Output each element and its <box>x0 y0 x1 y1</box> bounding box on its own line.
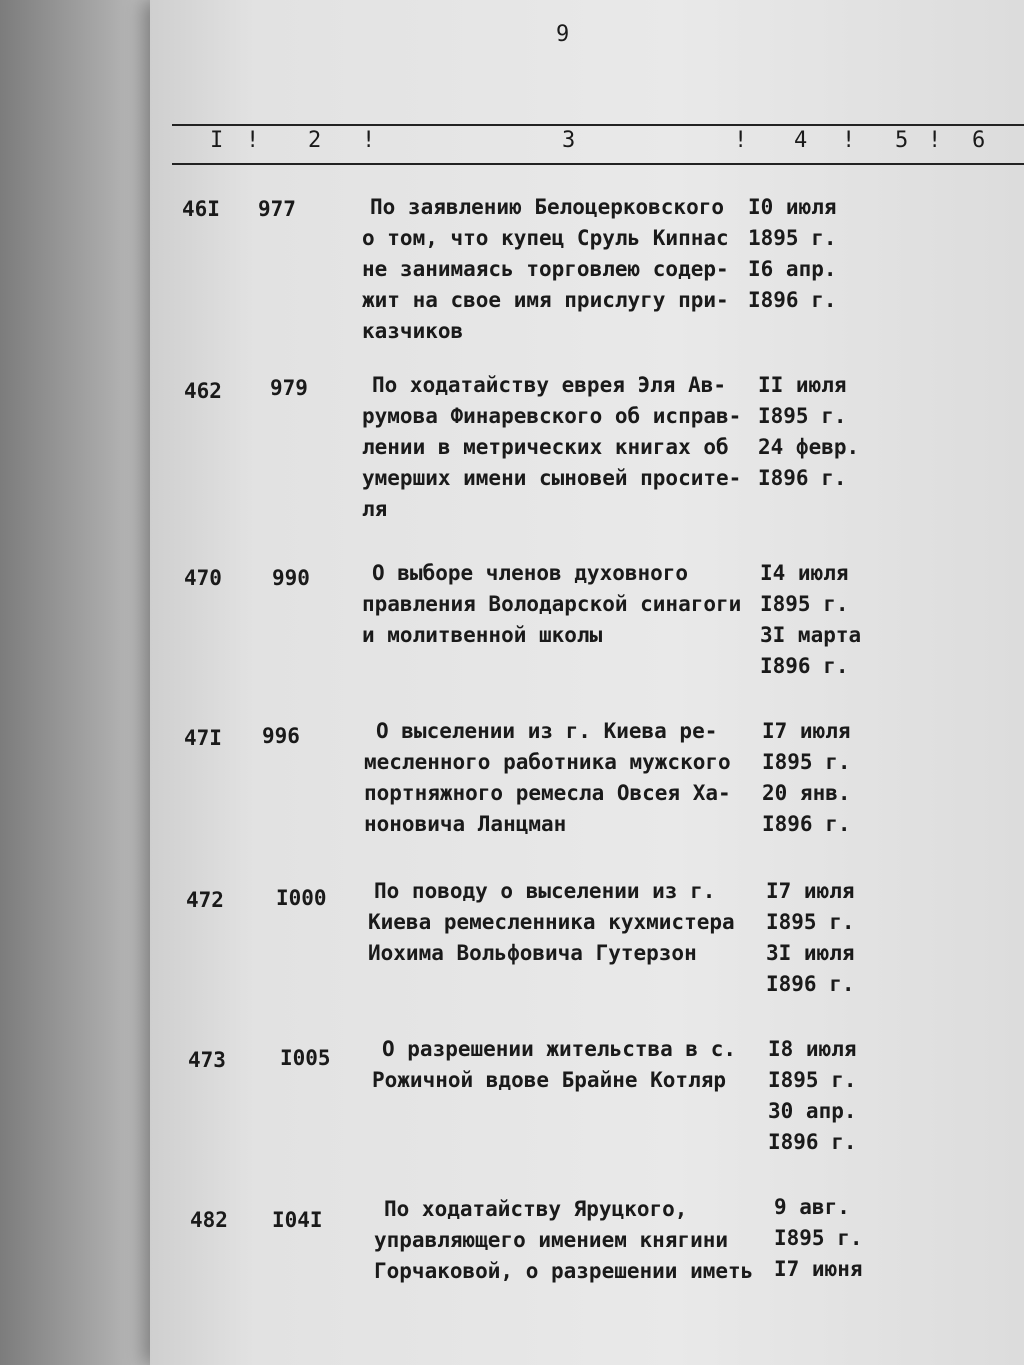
description-line: казчиков <box>362 319 464 343</box>
header-sep: ! <box>246 128 260 153</box>
entry-description <box>362 192 729 347</box>
entry-dates <box>748 192 837 316</box>
description-line: Иохима Вольфовича Гутерзон <box>368 941 697 965</box>
description-line: о том, что купец Сруль Кипнас <box>362 226 729 250</box>
case-number: I04I <box>272 1208 323 1232</box>
case-number: 979 <box>270 376 308 400</box>
date-line: I8 июля <box>768 1037 857 1061</box>
date-line: I7 июня <box>774 1257 863 1281</box>
date-line: 24 февр. <box>758 435 860 459</box>
header-sep: ! <box>734 128 748 153</box>
header-sep: ! <box>362 128 376 153</box>
header-col-3: 3 <box>562 128 576 153</box>
description-line: умерших имени сыновей просите- <box>362 466 742 490</box>
date-line: I895 г. <box>766 910 855 934</box>
description-line: По ходатайству еврея Эля Ав- <box>372 373 727 397</box>
header-col-6: 6 <box>972 128 986 153</box>
date-line: I896 г. <box>760 654 849 678</box>
date-line: I895 г. <box>774 1226 863 1250</box>
date-line: 3I июля <box>766 941 855 965</box>
description-line: портняжного ремесла Овсея Ха- <box>364 781 731 805</box>
date-line: 20 янв. <box>762 781 851 805</box>
description-line: месленного работника мужского <box>364 750 731 774</box>
date-line: 30 апр. <box>768 1099 857 1123</box>
description-line: правления Володарской синагоги <box>362 592 742 616</box>
date-line: I895 г. <box>760 592 849 616</box>
description-line: не занимаясь торговлею содер- <box>362 257 729 281</box>
description-line: Горчаковой, о разрешении иметь <box>374 1259 754 1283</box>
date-line: I896 г. <box>768 1130 857 1154</box>
date-line: 3I марта <box>760 623 862 647</box>
entry-dates <box>768 1034 857 1158</box>
description-line: жит на свое имя прислугу при- <box>362 288 729 312</box>
date-line: I7 июля <box>766 879 855 903</box>
description-line: румова Финаревского об исправ- <box>362 404 742 428</box>
entry-dates <box>774 1192 863 1285</box>
entry-dates <box>766 876 855 1000</box>
entry-number: 46I <box>182 197 220 221</box>
date-line: I7 июля <box>762 719 851 743</box>
description-line: и молитвенной школы <box>362 623 603 647</box>
date-line: 1895 г. <box>748 226 837 250</box>
description-line: По поводу о выселении из г. <box>374 879 716 903</box>
date-line: I895 г. <box>768 1068 857 1092</box>
description-line: ля <box>362 497 388 521</box>
description-line: Рожичной вдове Брайне Котляр <box>372 1068 727 1092</box>
date-line: I896 г. <box>762 812 851 836</box>
description-line: управляющего имением княгини <box>374 1228 729 1252</box>
case-number: 977 <box>258 197 296 221</box>
entry-number: 473 <box>188 1048 226 1072</box>
case-number: I005 <box>280 1046 331 1070</box>
entry-number: 472 <box>186 888 224 912</box>
description-line: Киева ремесленника кухмистера <box>368 910 735 934</box>
entry-description <box>374 1194 753 1287</box>
date-line: I896 г. <box>766 972 855 996</box>
entry-number: 462 <box>184 379 222 403</box>
date-line: I896 г. <box>758 466 847 490</box>
header-bottom-rule <box>172 163 1024 165</box>
entry-description <box>362 370 741 525</box>
header-col-5: 5 <box>895 128 909 153</box>
adjacent-page-edge <box>0 0 150 1365</box>
entry-dates <box>760 558 861 682</box>
header-col-1: I <box>210 128 224 153</box>
date-line: I895 г. <box>758 404 847 428</box>
description-line: О разрешении жительства в с. <box>382 1037 737 1061</box>
entry-dates <box>758 370 859 494</box>
page-number: 9 <box>556 22 570 47</box>
entry-dates <box>762 716 851 840</box>
date-line: I0 июля <box>748 195 837 219</box>
case-number: I000 <box>276 886 327 910</box>
description-line: По ходатайству Яруцкого, <box>384 1197 688 1221</box>
description-line: О выборе членов духовного <box>372 561 689 585</box>
entry-description <box>368 876 735 969</box>
case-number: 990 <box>272 566 310 590</box>
description-line: лении в метрических книгах об <box>362 435 729 459</box>
description-line: О выселении из г. Киева ре- <box>376 719 718 743</box>
entry-description <box>364 716 731 840</box>
case-number: 996 <box>262 724 300 748</box>
header-top-rule <box>172 124 1024 126</box>
date-line: II июля <box>758 373 847 397</box>
description-line: ноновича Ланцман <box>364 812 567 836</box>
date-line: 9 авг. <box>774 1195 850 1219</box>
date-line: I4 июля <box>760 561 849 585</box>
header-col-2: 2 <box>308 128 322 153</box>
description-line: По заявлению Белоцерковского <box>370 195 725 219</box>
entry-number: 482 <box>190 1208 228 1232</box>
entry-description <box>362 558 741 651</box>
date-line: I895 г. <box>762 750 851 774</box>
entry-number: 470 <box>184 566 222 590</box>
date-line: I896 г. <box>748 288 837 312</box>
entry-number: 47I <box>184 726 222 750</box>
header-sep: ! <box>928 128 942 153</box>
header-sep: ! <box>842 128 856 153</box>
date-line: I6 апр. <box>748 257 837 281</box>
entry-description <box>372 1034 736 1096</box>
header-col-4: 4 <box>794 128 808 153</box>
